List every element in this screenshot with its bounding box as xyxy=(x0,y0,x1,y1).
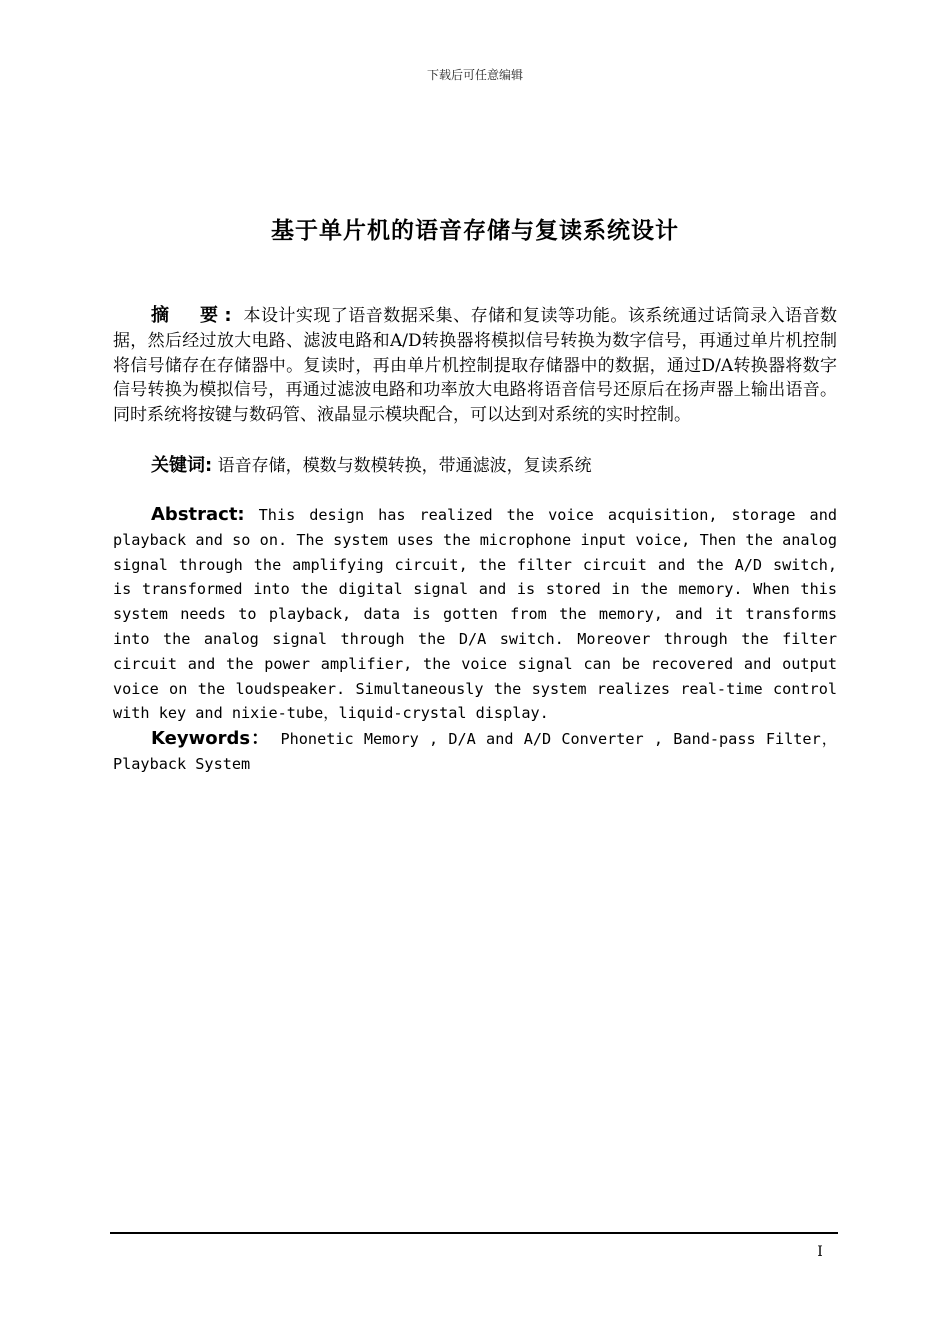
english-keywords-text: Phonetic Memory , D/A and A/D Converter , Band-pass Filter，Playback System xyxy=(113,730,837,773)
footer-divider xyxy=(110,1232,838,1234)
page-header-note: 下载后可任意编辑 xyxy=(426,68,523,82)
document-title: 基于单片机的语音存储与复读系统设计 xyxy=(271,218,679,244)
chinese-abstract-text: 本设计实现了语音数据采集、存储和复读等功能。该系统通过话筒录入语音数据，然后经过放大电路、滤波电路和A/D转换器将模拟信号转换为数字信号，再通过单片机控制将信号储存在存储器中。复读时，再由单片机控制提取存储器中的数据，通过D/A转换器将数字信号转换为模拟信号，再通过滤波电路和功率放大电路将语音信号还原后在扬声器上输出语音。同时系统将按键与数码管、液晶显示模块配合，可以达到对系统的实时控制。 xyxy=(113,306,837,426)
page-number: I xyxy=(817,1244,823,1260)
english-abstract-label: Abstract: xyxy=(151,504,245,525)
english-keywords xyxy=(113,727,837,777)
chinese-abstract-label: 摘 要: xyxy=(151,305,238,326)
chinese-abstract xyxy=(113,304,837,428)
english-abstract xyxy=(113,503,837,726)
english-keywords-label: Keywords： xyxy=(151,728,271,749)
english-abstract-text: This design has realized the voice acquisition, storage and playback and so on. The system uses the microphone input voice, Then the analog signal through the amplifying circuit, the filter circuit and the A/D switch, is transformed into the digital signal and is stored in the memory. When this system needs to playback, data is gotten from the memory, and it transforms into the analog signal through the D/A switch. Moreover through the filter circuit and the power amplifier, the voice signal can be recovered and output voice on the loudspeaker. Simultaneously the system realizes real-time control with key and nixie-tube，liquid-crystal display. xyxy=(113,506,837,723)
chinese-keywords-text: 语音存储，模数与数模转换，带通滤波，复读系统 xyxy=(217,456,592,476)
chinese-keywords-label: 关键词: xyxy=(151,455,213,476)
chinese-keywords xyxy=(113,453,837,479)
